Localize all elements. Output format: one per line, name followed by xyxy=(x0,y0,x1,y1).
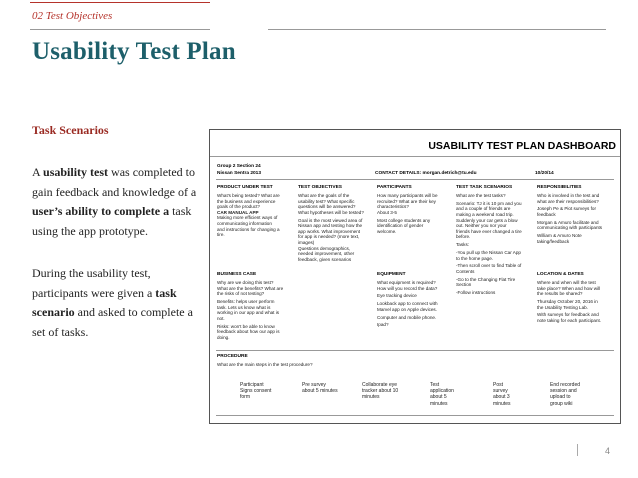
dashboard-line: and instructions for changing a xyxy=(217,226,280,232)
dashboard-line: note taking for each participant. xyxy=(537,317,602,323)
paragraph-task-scenario xyxy=(32,264,207,342)
dashboard-line: usability test? What specific xyxy=(298,198,355,204)
dashboard-date: 10/20/14 xyxy=(535,171,554,176)
equipment-text xyxy=(377,280,455,328)
dashboard-line: Suddenly your car gets a blow xyxy=(456,217,518,223)
procedure-step-line: about 5 minutes xyxy=(302,388,338,395)
dashboard-rule-2 xyxy=(216,179,614,180)
dashboard-line: feedback, given scenarios xyxy=(298,256,352,262)
dashboard-line: William & Amuro Note xyxy=(537,233,582,239)
dashboard-course: Nissan Sentra 2013 xyxy=(217,171,261,176)
dashboard-line: the business and experience xyxy=(217,198,276,204)
procedure-step xyxy=(493,382,511,407)
procedure-step xyxy=(362,382,398,401)
dashboard-line: Joseph Pe & Piot surveys for xyxy=(537,206,596,212)
dashboard-line: Making more efficient ways of xyxy=(217,215,278,221)
location-dates-heading: LOCATION & DATES xyxy=(537,272,584,277)
dashboard-line: -You pull up the Nissan Car App xyxy=(456,249,521,255)
procedure-step xyxy=(302,382,338,394)
dashboard-line: Eye tracking device xyxy=(377,293,417,299)
dashboard-line: out. Neither you nor your xyxy=(456,223,507,229)
procedure-step-line: survey xyxy=(493,388,508,395)
para1-run: A xyxy=(32,165,44,179)
participants-heading: PARTICIPANTS xyxy=(377,185,412,190)
dashboard-line: What are the test tasks? xyxy=(456,193,506,198)
procedure-step-line: Post xyxy=(493,382,504,388)
dashboard-line: Questions demographics, xyxy=(298,245,351,251)
dashboard-line: Morgan & Amuro facilitate and xyxy=(537,219,599,225)
dashboard-line: task. Lets us know what is xyxy=(217,304,271,310)
dashboard-line: Tasks: xyxy=(456,242,470,248)
dashboard-line: working in our app and what is xyxy=(217,310,280,316)
responsibilities-text xyxy=(537,193,617,244)
dashboard-line: What hypotheses will be tested? xyxy=(298,209,364,215)
procedure-step-line: minutes xyxy=(430,400,448,407)
dashboard-line: What's being tested? What are xyxy=(217,193,280,198)
procedure-step-line: Test xyxy=(430,382,440,388)
participants-text xyxy=(377,193,455,234)
section-label: 02 Test Objectives xyxy=(32,10,113,22)
dashboard-line: Thursday October 20, 2016 in xyxy=(537,298,598,304)
dashboard-line: the Usability Testing Lab. xyxy=(537,304,588,310)
procedure-step-line: minutes xyxy=(493,400,511,407)
procedure-step-line: upload to xyxy=(550,394,571,401)
dashboard-title: USABILITY TEST PLAN DASHBOARD xyxy=(428,140,616,152)
procedure-step xyxy=(240,382,271,401)
dashboard-line: What are the goals of the xyxy=(298,193,350,198)
dashboard-line: What equipment is required? xyxy=(377,280,436,285)
task-scenarios-heading: Task Scenarios xyxy=(32,123,109,137)
dashboard-line: Section xyxy=(456,282,472,288)
dashboard-line: CAR MANUAL APP xyxy=(217,209,259,215)
dashboard-line: Marvel app on Apple devices. xyxy=(377,306,438,312)
procedure-step-line: End recorded xyxy=(550,382,581,388)
paragraph-usability-test xyxy=(32,163,207,241)
procedure-step-line: application xyxy=(430,388,454,395)
dashboard-line: Ipad? xyxy=(377,322,389,328)
procedure-step-line: Participant xyxy=(240,382,264,388)
dashboard-line: questions will be answered? xyxy=(298,204,356,210)
dashboard-line: recruited? What are their key xyxy=(377,198,436,204)
dashboard-line: -Go to the Changing Flat Tire xyxy=(456,276,516,282)
dashboard-line: Who is involved in the test and xyxy=(537,193,600,198)
dashboard-line: How will you record the data? xyxy=(377,285,438,291)
dashboard-contact: CONTACT DETAILS: morgan.detrich@tu.edu xyxy=(375,171,477,176)
dashboard-line: identification of gender xyxy=(377,223,424,229)
dashboard-line: Risks: won't be able to know xyxy=(217,323,275,329)
dashboard-line: welcome. xyxy=(377,228,397,234)
test-objectives-heading: TEST OBJECTIVES xyxy=(298,185,342,190)
procedure-step xyxy=(550,382,580,407)
usability-dashboard-image xyxy=(209,129,621,424)
dashboard-line: Nissan app and testing how the xyxy=(298,223,363,229)
para2-run: and asked to complete a set of tasks. xyxy=(32,305,193,339)
para2-run: task scenario xyxy=(32,285,177,319)
location-dates-text xyxy=(537,280,617,324)
dashboard-group: Group 2 Section 24 xyxy=(217,164,261,169)
dashboard-line: Lookback app to connect with xyxy=(377,301,438,307)
procedure-step-line: about 3 xyxy=(493,394,510,401)
dashboard-line: app works. What improvement xyxy=(298,228,361,234)
procedure-step xyxy=(430,382,454,407)
dashboard-line: doing. xyxy=(217,334,230,340)
dashboard-line: making a weekend road trip. xyxy=(456,211,514,217)
procedure-heading: PROCEDURE xyxy=(217,354,248,359)
dashboard-line: and a couple of friends are xyxy=(456,206,511,212)
dashboard-line: -Then scroll over to find Table of xyxy=(456,263,522,269)
dashboard-line: not. xyxy=(217,315,225,321)
para1-run: user’s ability to complete a xyxy=(32,204,170,218)
para1-run: was completed to gain feedback and knowledge of a xyxy=(32,165,197,199)
page-number-separator xyxy=(577,444,578,456)
equipment-heading: EQUIPMENT xyxy=(377,272,406,277)
dashboard-line: taking/feedback xyxy=(537,238,570,244)
procedure-step-line: minutes xyxy=(362,394,380,401)
dashboard-line: Benefits: helps user perform xyxy=(217,298,275,304)
procedure-step-line: session and xyxy=(550,388,577,395)
dashboard-rule-3 xyxy=(216,350,614,351)
procedure-step-line: Pre survey xyxy=(302,382,326,388)
procedure-text: What are the main steps in the test procedure? xyxy=(217,362,313,367)
procedure-step-line: tracker about 10 xyxy=(362,388,399,395)
para2-run: During the usability test, participants were given a xyxy=(32,266,156,300)
procedure-step-line: about 5 xyxy=(430,394,447,401)
dashboard-line: to the home page. xyxy=(456,255,494,261)
dashboard-line: Where and when will the test xyxy=(537,280,596,285)
dashboard-line: friends have ever changed a tire xyxy=(456,228,522,234)
dashboard-line: for app is needed? (more text, xyxy=(298,234,360,240)
dashboard-line: images) xyxy=(298,239,315,245)
section-rule-right xyxy=(268,29,606,30)
dashboard-line: take place? When and how will xyxy=(537,285,601,291)
dashboard-line: needed improvement, other xyxy=(298,251,355,257)
procedure-step-line: Collaborate eye xyxy=(362,382,398,388)
dashboard-line: tire. xyxy=(217,232,225,238)
dashboard-line: Goal is the most viewed area of xyxy=(298,217,363,223)
dashboard-line: characteristics? xyxy=(377,204,409,210)
dashboard-line: the results be shared? xyxy=(537,291,583,297)
business-case-heading: BUSINESS CASE xyxy=(217,272,257,277)
dashboard-line: What are the benefits? What are xyxy=(217,285,284,291)
business-case-text xyxy=(217,280,295,340)
dashboard-line: Computer and mobile phone. xyxy=(377,314,437,320)
dashboard-line: goals of the product? xyxy=(217,204,260,210)
dashboard-line: With surveys for feedback and xyxy=(537,312,599,318)
dashboard-line: the risks of not testing? xyxy=(217,291,265,297)
dashboard-line: How many participants will be xyxy=(377,193,438,198)
dashboard-line: -Follow instructions xyxy=(456,290,496,296)
dashboard-line: before. xyxy=(456,234,471,240)
product-under-test-heading: PRODUCT UNDER TEST xyxy=(217,185,273,190)
dashboard-line: Scenario: TJ it is 10 pm and you xyxy=(456,200,522,206)
product-under-test-text xyxy=(217,193,295,238)
top-rule xyxy=(30,2,210,3)
dashboard-line: About 3-5 xyxy=(377,209,397,215)
dashboard-line: communicating information xyxy=(217,220,272,226)
procedure-step-line: form xyxy=(240,394,250,401)
procedure-step-line: Signs consent xyxy=(240,388,272,395)
test-task-scenarios-text xyxy=(456,193,536,296)
test-objectives-text xyxy=(298,193,376,262)
dashboard-line: Contents xyxy=(456,268,475,274)
dashboard-line: Why are we doing this test? xyxy=(217,280,274,285)
test-task-scenarios-heading: TEST TASK SCENARIOS xyxy=(456,185,513,190)
dashboard-line: feedback xyxy=(537,211,556,217)
responsibilities-heading: RESPONSIBILITIES xyxy=(537,185,582,190)
para1-run: usability test xyxy=(43,165,109,179)
dashboard-line: communicating with participants xyxy=(537,225,603,231)
dashboard-title-rule xyxy=(210,156,620,157)
section-rule-left xyxy=(30,29,210,30)
dashboard-rule-4 xyxy=(216,415,614,416)
dashboard-line: feedback about how our app is xyxy=(217,329,280,335)
dashboard-line: what are their responsibilities? xyxy=(537,198,599,204)
dashboard-line: Most college students any xyxy=(377,217,431,223)
page-title: Usability Test Plan xyxy=(32,38,236,65)
procedure-step-line: group wiki xyxy=(550,400,573,407)
para1-run: task using the app prototype. xyxy=(32,204,192,238)
page-number: 4 xyxy=(604,446,610,456)
